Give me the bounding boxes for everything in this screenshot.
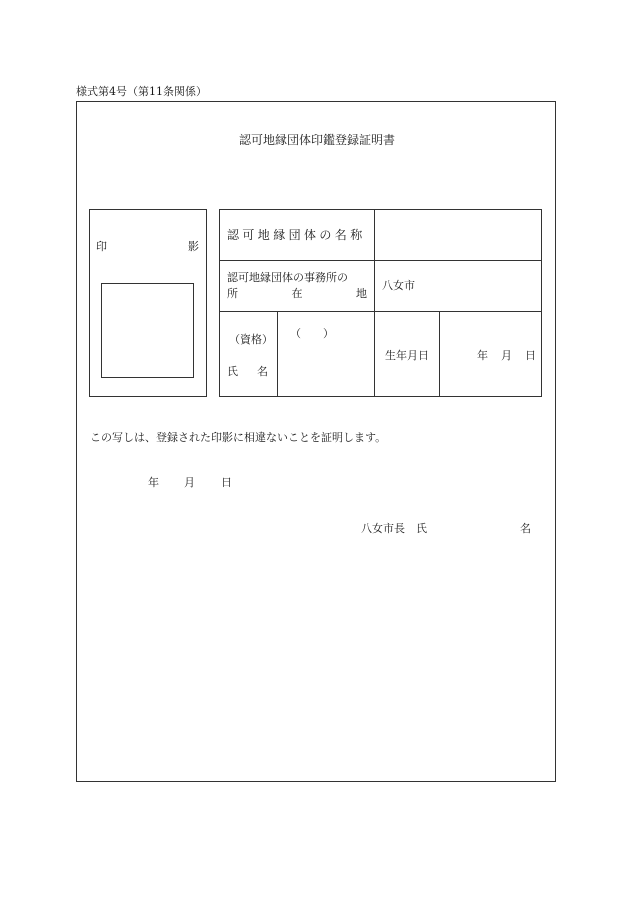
document-title: 認可地縁団体印鑑登録証明書 [239,133,396,147]
name-label-char: 氏 [227,365,238,378]
office-address-char: 所 [227,287,238,300]
issue-month-label: 月 [184,476,195,489]
table-col-divider [439,311,440,397]
mayor-signature-suffix: 名 [520,522,531,535]
table-row-divider [219,311,542,312]
stamp-square [101,283,194,378]
birth-day-label: 日 [525,349,536,362]
birth-month-label: 月 [501,349,512,362]
office-address-char: 地 [356,287,367,300]
issue-year-label: 年 [148,476,159,489]
name-label-char: 名 [257,365,268,378]
mayor-signature-label: 八女市長 氏 [361,522,427,535]
office-address-label-line1: 認可地縁団体の事務所の [227,271,348,284]
issue-day-label: 日 [221,476,232,489]
certification-statement: この写しは、登録された印影に相違ないことを証明します。 [90,431,387,444]
birth-date-label: 生年月日 [385,349,429,362]
table-col-divider [374,209,375,397]
group-name-label: 認可地縁団体の名称 [227,228,366,242]
office-address-value: 八女市 [382,279,415,292]
table-row-divider [219,260,542,261]
form-number: 様式第4号（第11条関係） [76,85,207,98]
qualification-paren: （ ） [290,327,334,340]
representative-name-label [227,366,268,377]
table-col-divider [277,311,278,397]
office-address-char: 在 [291,287,303,300]
birth-year-label: 年 [477,349,488,362]
stamp-label-left: 印 [96,240,107,253]
office-address-label-line2 [227,288,367,299]
stamp-label-right: 影 [188,240,199,253]
qualification-label: （資格） [229,333,273,346]
